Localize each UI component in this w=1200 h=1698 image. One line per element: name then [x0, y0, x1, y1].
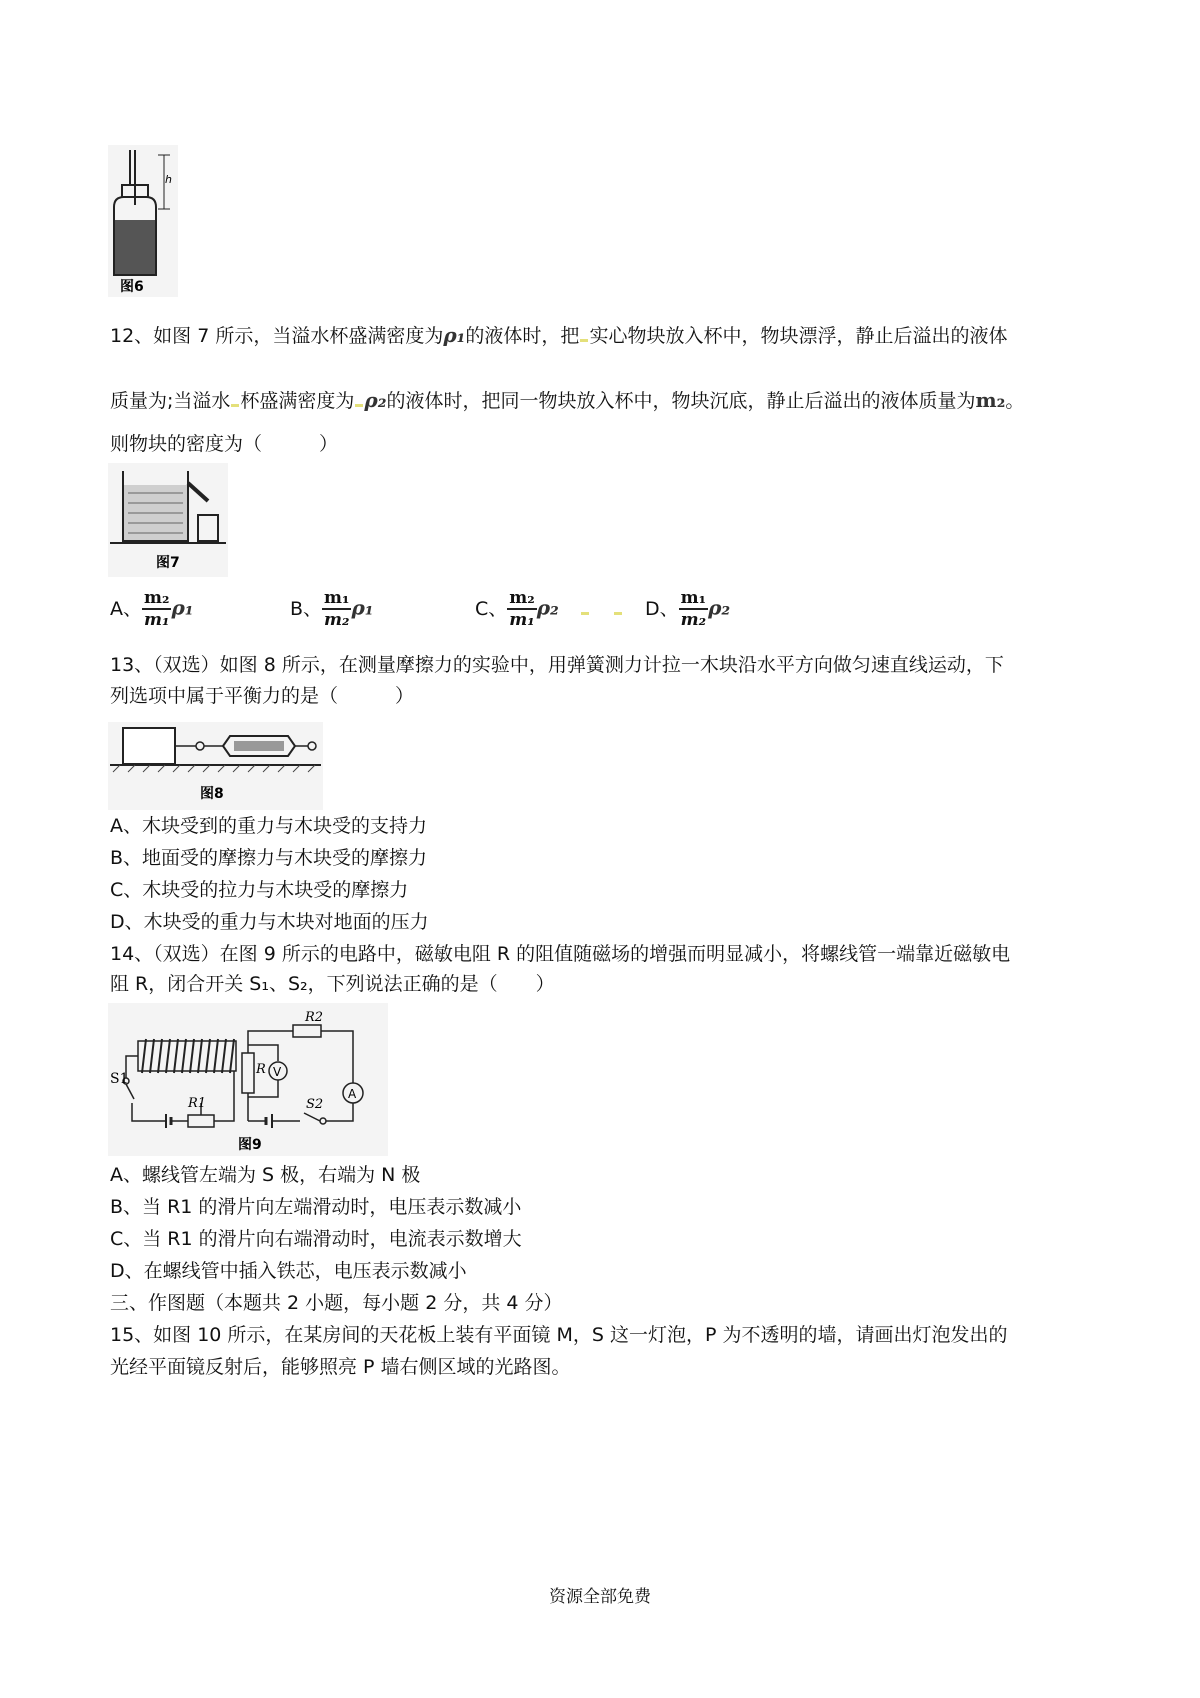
fig7-caption: 图7 [156, 555, 180, 571]
q15-line-2: 光经平面镜反射后，能够照亮 P 墙右侧区域的光路图。 [110, 1356, 571, 1378]
q13-option-b[interactable]: B、地面受的摩擦力与木块受的摩擦力 [110, 847, 428, 869]
q14-line-2: 阻 R，闭合开关 S₁、S₂，下列说法正确的是（ ） [110, 973, 555, 995]
fig9-r-label: R [256, 1062, 266, 1077]
figure-8 [108, 722, 323, 810]
fig6-h-label: h [165, 173, 172, 186]
q12-option-a[interactable]: A、 $\frac{\text{m₂}}{\text{m₁}}$ ρ₁ [110, 588, 194, 630]
figure-7 [108, 463, 228, 577]
q12-line-1: 12、如图 7 所示，当溢水杯盛满密度为ρ₁的液体时，把 实心物块放入杯中，物块漂浮，静止后溢出的液体 [110, 323, 1008, 347]
q14-option-b[interactable]: B、当 R1 的滑片向左端滑动时，电压表示数减小 [110, 1196, 522, 1218]
fraction: $\frac{\text{m₁}}{\text{m₂}}$ [324, 588, 350, 630]
highlight-mark [614, 612, 622, 615]
q13-line-2: 列选项中属于平衡力的是（ ） [110, 685, 415, 707]
q12-option-b[interactable]: B、 $\frac{\text{m₁}}{\text{m₂}}$ ρ₁ [290, 588, 374, 630]
fig8-caption: 图8 [200, 786, 224, 802]
q13-line-1: 13、（双选）如图 8 所示，在测量摩擦力的实验中，用弹簧测力计拉一木块沿水平方向做匀速直线运动，下 [110, 654, 1004, 676]
highlight-mark [581, 612, 589, 615]
figure-9 [108, 1003, 388, 1156]
section-3-heading: 三、作图题（本题共 2 小题，每小题 2 分，共 4 分） [110, 1292, 563, 1314]
fig9-a-label: A [348, 1087, 357, 1101]
q14-option-c[interactable]: C、当 R1 的滑片向右端滑动时，电流表示数增大 [110, 1228, 522, 1250]
fig9-s2-label: S2 [306, 1097, 324, 1112]
q13-option-a[interactable]: A、木块受到的重力与木块受的支持力 [110, 815, 427, 837]
q14-line-1: 14、（双选）在图 9 所示的电路中，磁敏电阻 R 的阻值随磁场的增强而明显减小，将螺线管一端靠近磁敏电 [110, 943, 1011, 965]
fraction: $\frac{\text{m₂}}{\text{m₁}}$ [144, 588, 170, 630]
highlight-mark [355, 404, 363, 407]
q12-line-2: 质量为;当溢水 杯盛满密度为 ρ₂的液体时，把同一物块放入杯中，物块沉底，静止后溢出的液体质量为m₂。 [110, 388, 1025, 412]
q12-option-c[interactable]: C、 $\frac{\text{m₂}}{\text{m₁}}$ ρ₂ [475, 588, 623, 630]
q12-option-d[interactable]: D、 $\frac{\text{m₁}}{\text{m₂}}$ ρ₂ [645, 588, 731, 630]
fraction: $\frac{\text{m₂}}{\text{m₁}}$ [509, 588, 535, 630]
q13-option-c[interactable]: C、木块受的拉力与木块受的摩擦力 [110, 879, 409, 901]
fig9-caption: 图9 [238, 1137, 262, 1153]
q13-option-d[interactable]: D、木块受的重力与木块对地面的压力 [110, 911, 429, 933]
fig6-caption: 图6 [120, 279, 144, 295]
fig9-r2-label: R2 [305, 1010, 324, 1025]
q15-line-1: 15、如图 10 所示，在某房间的天花板上装有平面镜 M，S 这一灯泡，P 为不透明的墙，请画出灯泡发出的 [110, 1324, 1008, 1346]
fig9-r1-label: R1 [188, 1096, 207, 1111]
q12-line-3: 则物块的密度为（ ） [110, 433, 339, 455]
q14-option-a[interactable]: A、螺线管左端为 S 极，右端为 N 极 [110, 1164, 421, 1186]
fig9-s1-label: S1 [110, 1071, 129, 1087]
fig9-v-label: V [273, 1065, 282, 1079]
highlight-mark [231, 404, 239, 407]
figure-6 [108, 145, 178, 297]
page-footer: 资源全部免费 [549, 1587, 651, 1607]
rho2-symbol: ρ₂ [364, 388, 387, 412]
rho1-symbol: ρ₁ [443, 323, 466, 347]
m2-symbol: m₂ [975, 388, 1006, 412]
q14-option-d[interactable]: D、在螺线管中插入铁芯，电压表示数减小 [110, 1260, 467, 1282]
highlight-mark [580, 339, 588, 342]
fraction: $\frac{\text{m₁}}{\text{m₂}}$ [680, 588, 707, 630]
